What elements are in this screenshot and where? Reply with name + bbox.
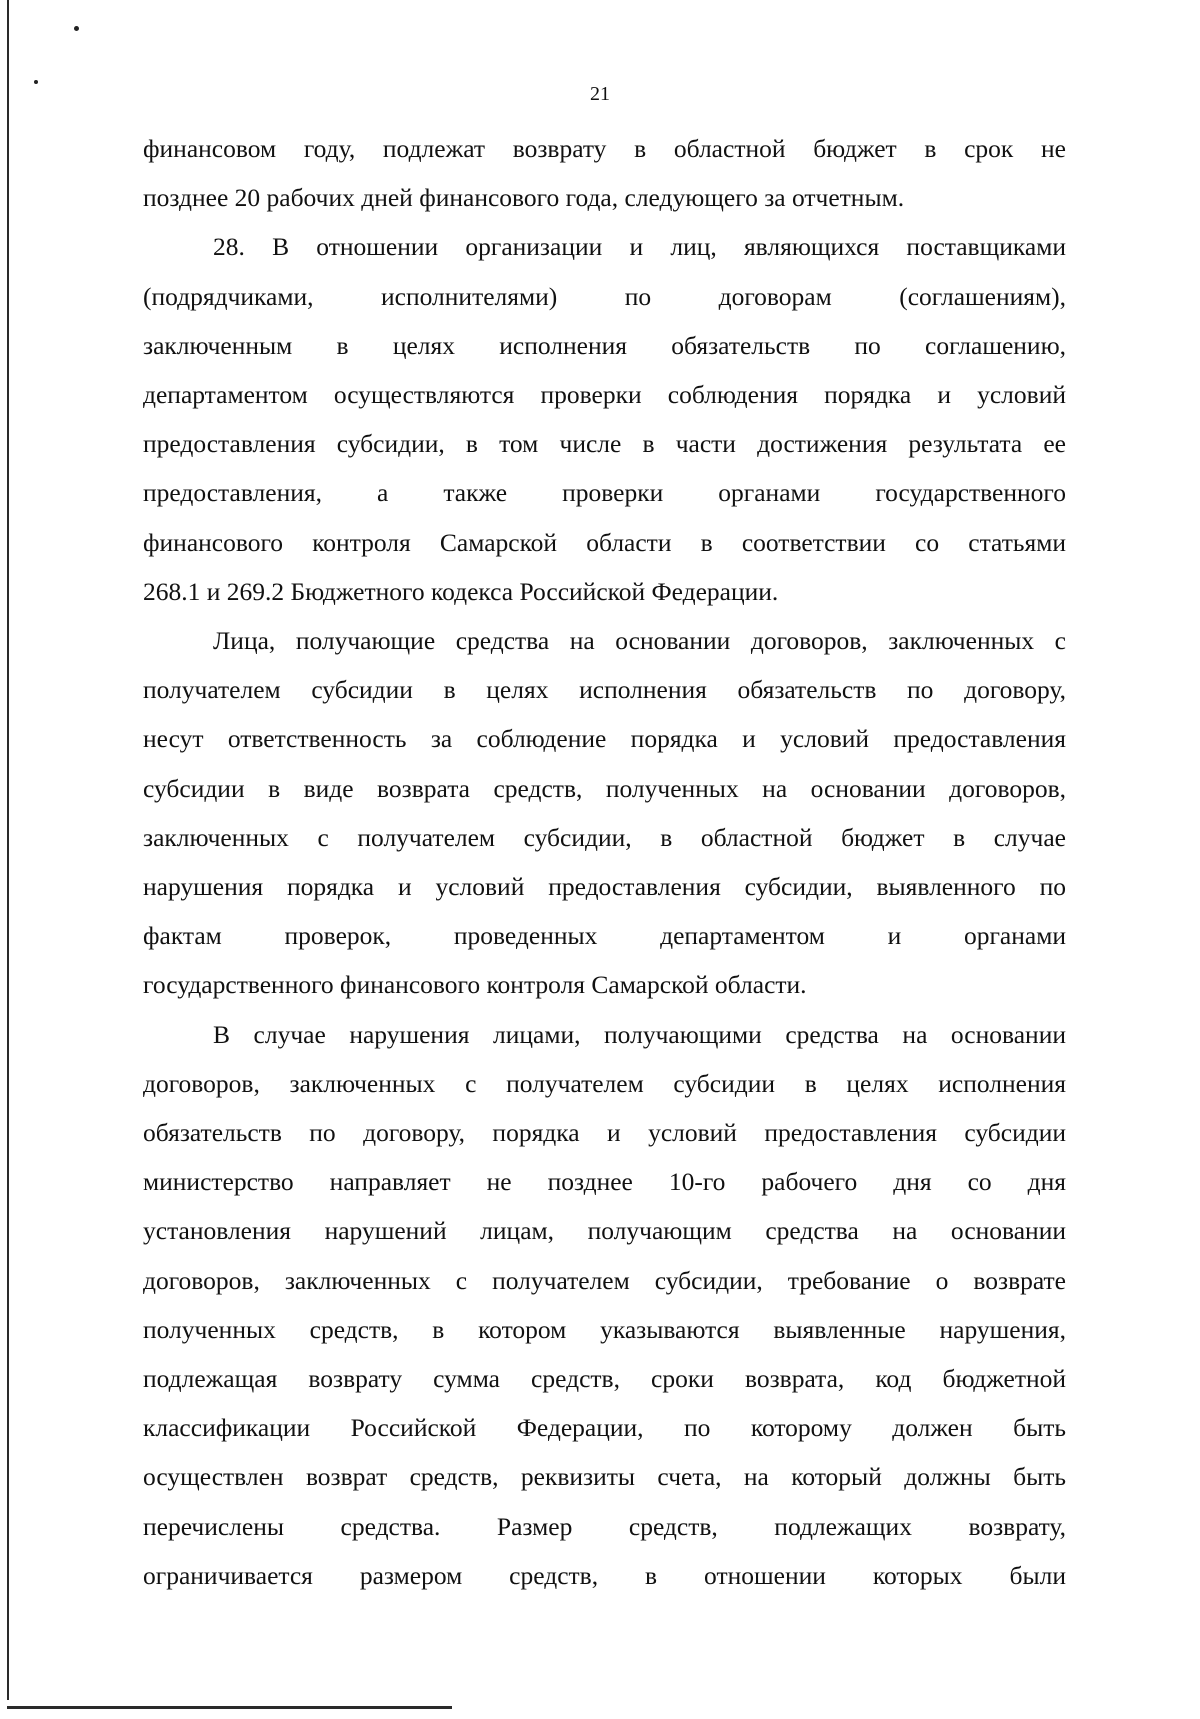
text-line: ограничивается размером средств, в отношении которых были: [143, 1560, 1066, 1590]
text-line: перечислены средства. Размер средств, подлежащих возврату,: [143, 1511, 1066, 1541]
text-line: 268.1 и 269.2 Бюджетного кодекса Российской Федерации.: [143, 576, 779, 606]
text-line: субсидии в виде возврата средств, полученных на основании договоров,: [143, 773, 1066, 803]
scan-edge-left: [7, 0, 9, 1700]
text-line: В случае нарушения лицами, получающими средства на основании: [213, 1019, 1066, 1049]
scan-speck: [74, 26, 79, 31]
text-line: полученных средств, в котором указываются выявленные нарушения,: [143, 1314, 1066, 1344]
paragraph: [143, 124, 1066, 222]
text-line: получателем субсидии в целях исполнения обязательств по договору,: [143, 675, 1066, 705]
text-line: предоставления, а также проверки органами государственного: [143, 478, 1066, 508]
page-number: 21: [590, 83, 610, 105]
text-line: (подрядчиками, исполнителями) по договорам (соглашениям),: [143, 281, 1066, 311]
text-line: классификации Российской Федерации, по которому должен быть: [143, 1413, 1066, 1443]
text-line: финансового контроля Самарской области в соответствии со статьями: [143, 527, 1066, 557]
paragraph: [143, 616, 1066, 1010]
text-line: предоставления субсидии, в том числе в части достижения результата ее: [143, 429, 1066, 459]
text-line: нарушения порядка и условий предоставления субсидии, выявленного по: [143, 872, 1066, 902]
document-body: [143, 124, 1066, 1600]
text-line: Лица, получающие средства на основании договоров, заключенных с: [213, 626, 1066, 656]
text-line: договоров, заключенных с получателем субсидии, требование о возврате: [143, 1265, 1066, 1295]
text-line: обязательств по договору, порядка и условий предоставления субсидии: [143, 1118, 1066, 1148]
text-line: фактам проверок, проведенных департаментом и органами: [143, 921, 1066, 951]
text-line: финансовом году, подлежат возврату в областной бюджет в срок не: [143, 134, 1066, 163]
paragraph: [143, 1010, 1066, 1600]
scan-edge-bottom: [7, 1706, 452, 1709]
text-line: государственного финансового контроля Самарской области.: [143, 970, 807, 1000]
text-line: несут ответственность за соблюдение порядка и условий предоставления: [143, 724, 1066, 754]
text-line: министерство направляет не позднее 10-го рабочего дня со дня: [143, 1167, 1066, 1197]
text-line: установления нарушений лицам, получающим средства на основании: [143, 1216, 1066, 1246]
text-line: позднее 20 рабочих дней финансового года, следующего за отчетным.: [143, 183, 905, 213]
text-line: 28. В отношении организации и лиц, являющихся поставщиками: [213, 232, 1066, 262]
text-line: департаментом осуществляются проверки соблюдения порядка и условий: [143, 380, 1066, 410]
text-line: заключенных с получателем субсидии, в областной бюджет в случае: [143, 822, 1066, 852]
paragraph: [143, 222, 1066, 616]
text-line: осуществлен возврат средств, реквизиты счета, на который должны быть: [143, 1462, 1066, 1492]
text-line: подлежащая возврату сумма средств, сроки возврата, код бюджетной: [143, 1364, 1066, 1394]
text-line: заключенным в целях исполнения обязательств по соглашению,: [143, 330, 1066, 360]
text-line: договоров, заключенных с получателем субсидии в целях исполнения: [143, 1068, 1066, 1098]
